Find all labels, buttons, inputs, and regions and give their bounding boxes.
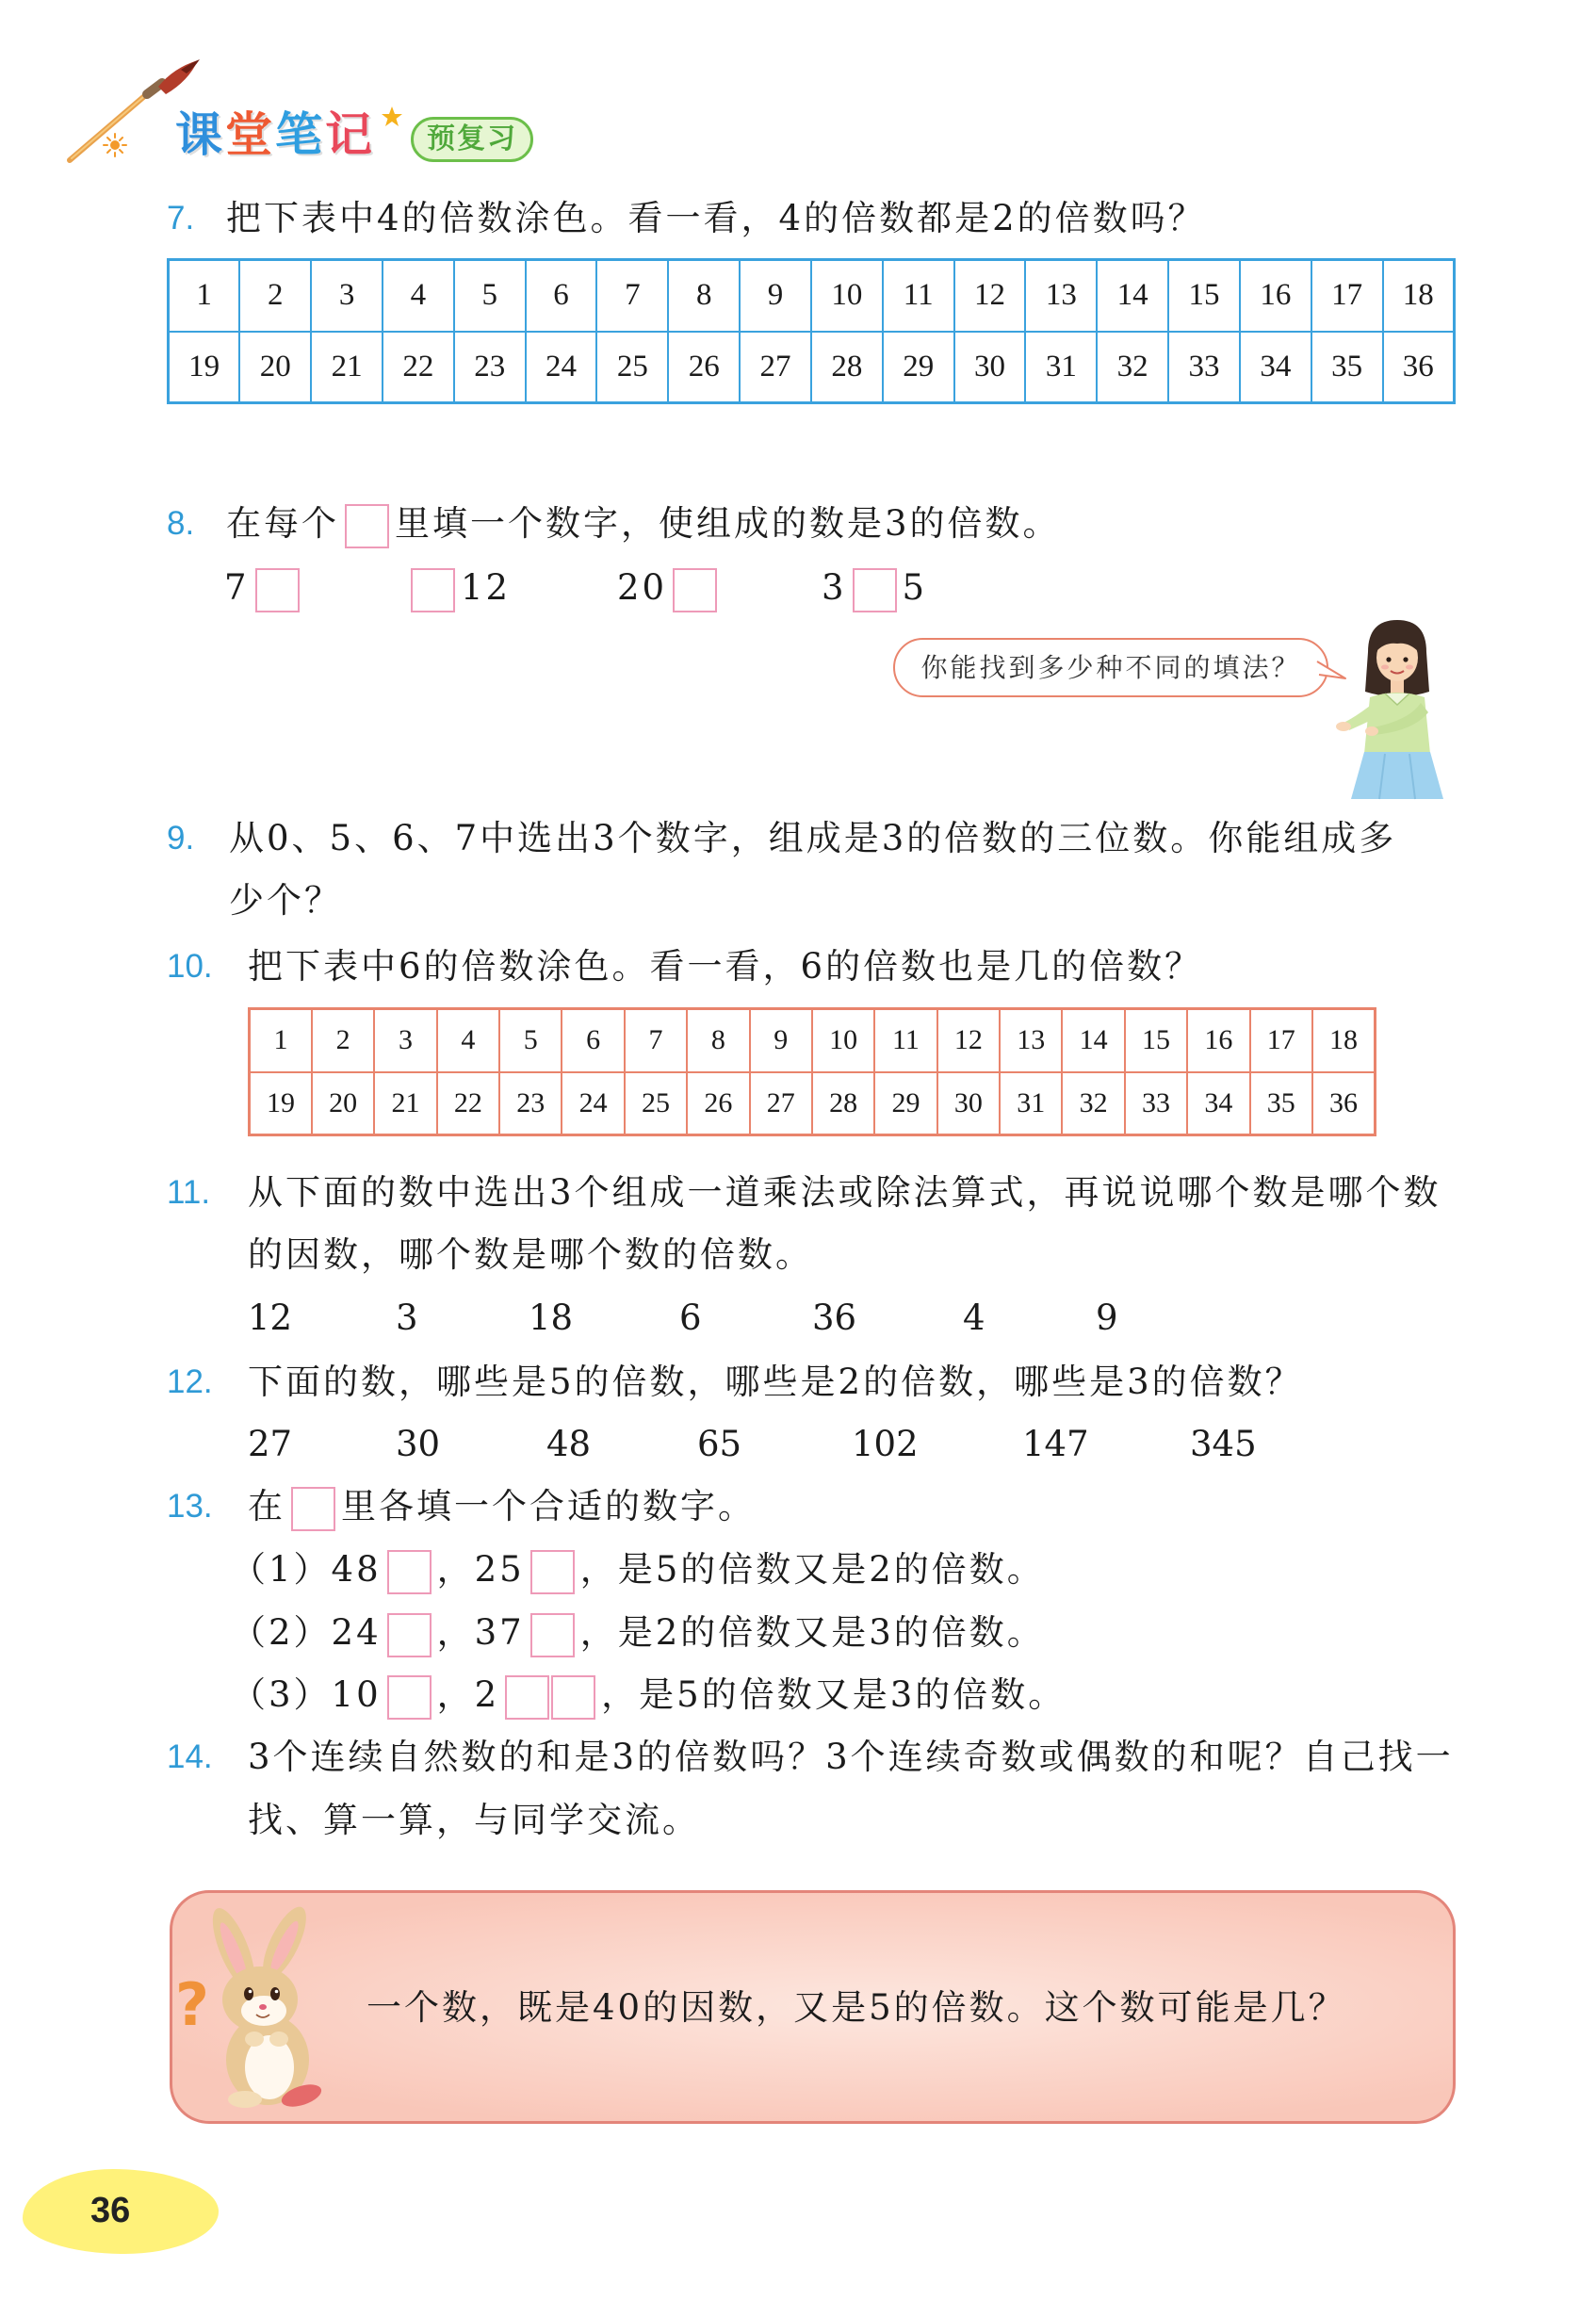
- header-title: [175, 107, 375, 162]
- answer-box: [345, 504, 389, 548]
- table-cell: 7: [625, 1009, 687, 1072]
- answer-box: [387, 1675, 432, 1720]
- question-text: 少个？: [229, 880, 342, 921]
- table-cell: 16: [1240, 260, 1311, 332]
- answer-box: [505, 1675, 549, 1720]
- question-text: 把下表中4的倍数涂色。看一看，4的倍数都是2的倍数吗？: [226, 198, 1206, 238]
- header-title-char: 记: [325, 107, 375, 162]
- table-cell: 11: [874, 1009, 936, 1072]
- table-cell: 9: [750, 1009, 812, 1072]
- blank-prefix: 20: [617, 567, 668, 608]
- number-option: 9: [1096, 1297, 1118, 1338]
- answer-box: [853, 568, 897, 612]
- table-cell: 19: [250, 1072, 312, 1135]
- tip-text: 一个数，既是40的因数，又是5的倍数。这个数可能是几？: [366, 1987, 1346, 2028]
- table-cell: 14: [1062, 1009, 1124, 1072]
- table-cell: 15: [1125, 1009, 1187, 1072]
- table-cell: 29: [883, 332, 954, 403]
- answer-box: [387, 1550, 432, 1594]
- text-after-box: 里各填一个合适的数字。: [341, 1486, 756, 1526]
- table-cell: 6: [562, 1009, 624, 1072]
- table-row: [169, 332, 1455, 403]
- speech-bubble: 你能找到多少种不同的填法？: [893, 638, 1328, 697]
- number-table-q7: [167, 258, 1456, 404]
- table-cell: 25: [596, 332, 668, 403]
- answer-box: [411, 568, 455, 612]
- table-row: [250, 1009, 1376, 1072]
- number-option: 12: [248, 1297, 293, 1338]
- table-cell: 8: [668, 260, 740, 332]
- text-after-box: 里填一个数字，使组成的数是3的倍数。: [395, 503, 1061, 544]
- table-cell: 2: [239, 260, 311, 332]
- table-cell: 10: [811, 260, 883, 332]
- number-option: 147: [1022, 1424, 1089, 1464]
- table-cell: 31: [1000, 1072, 1062, 1135]
- table-cell: 16: [1187, 1009, 1249, 1072]
- table-cell: 13: [1000, 1009, 1062, 1072]
- table-cell: 34: [1240, 332, 1311, 403]
- table-cell: 15: [1168, 260, 1240, 332]
- table-cell: 20: [239, 332, 311, 403]
- question-number: 7.: [167, 200, 195, 237]
- table-cell: 17: [1311, 260, 1383, 332]
- question-number: 8.: [167, 505, 195, 542]
- table-cell: 8: [687, 1009, 749, 1072]
- question-text: 把下表中6的倍数涂色。看一看，6的倍数也是几的倍数？: [248, 946, 1203, 987]
- table-cell: 6: [526, 260, 597, 332]
- question-text: 下面的数，哪些是5的倍数，哪些是2的倍数，哪些是3的倍数？: [248, 1362, 1303, 1402]
- number-option: 65: [697, 1424, 742, 1464]
- number-option: 27: [248, 1424, 293, 1464]
- question-text: 从下面的数中选出3个组成一道乘法或除法算式，再说说哪个数是哪个数: [248, 1172, 1441, 1213]
- table-cell: 22: [437, 1072, 499, 1135]
- part-middle: ，2: [436, 1674, 500, 1715]
- question-text: 从0、5、6、7中选出3个数字，组成是3的倍数的三位数。你能组成多: [229, 818, 1397, 858]
- table-cell: 4: [383, 260, 454, 332]
- part-condition: ，是2的倍数又是3的倍数。: [579, 1612, 1045, 1653]
- header-title-char: 笔: [275, 107, 325, 162]
- table-cell: 17: [1250, 1009, 1312, 1072]
- number-option: 6: [679, 1297, 702, 1338]
- part-condition: ，是5的倍数又是3的倍数。: [601, 1674, 1067, 1715]
- blank-prefix: 3: [822, 567, 847, 608]
- answer-box: [551, 1675, 595, 1720]
- part-label: （3）10: [231, 1674, 382, 1715]
- question-mark-icon: ?: [175, 1970, 209, 2039]
- table-row: [250, 1072, 1376, 1135]
- table-cell: 30: [954, 332, 1026, 403]
- number-option: 18: [529, 1297, 574, 1338]
- table-cell: 36: [1383, 332, 1455, 403]
- part-label: （1）48: [231, 1549, 382, 1590]
- text-before-box: 在: [248, 1486, 285, 1526]
- question-text: 找、算一算，与同学交流。: [248, 1800, 700, 1840]
- answer-box: [673, 568, 717, 612]
- table-cell: 3: [311, 260, 383, 332]
- table-cell: 2: [312, 1009, 374, 1072]
- table-cell: 1: [169, 260, 240, 332]
- blank-suffix: 12: [461, 567, 512, 608]
- table-cell: 5: [454, 260, 526, 332]
- table-cell: 32: [1097, 332, 1168, 403]
- star-icon: [381, 106, 403, 128]
- table-cell: 18: [1383, 260, 1455, 332]
- question-text: [248, 1484, 756, 1531]
- sun-icon: [104, 134, 126, 156]
- blank-group: [224, 565, 305, 612]
- question-number: 12.: [167, 1363, 213, 1400]
- table-cell: 14: [1097, 260, 1168, 332]
- table-cell: 35: [1311, 332, 1383, 403]
- part-label: （2）24: [231, 1612, 382, 1653]
- q13-part-1: [231, 1547, 1045, 1594]
- blank-prefix: 7: [224, 567, 250, 608]
- table-cell: 21: [374, 1072, 436, 1135]
- table-cell: 20: [312, 1072, 374, 1135]
- number-table-q10: [248, 1007, 1376, 1136]
- table-cell: 27: [740, 332, 811, 403]
- number-option: 48: [546, 1424, 592, 1464]
- question-number: 9.: [167, 820, 195, 857]
- table-cell: 34: [1187, 1072, 1249, 1135]
- table-cell: 25: [625, 1072, 687, 1135]
- number-option: 30: [396, 1424, 441, 1464]
- question-text: [226, 501, 1061, 548]
- table-cell: 31: [1025, 332, 1097, 403]
- table-cell: 9: [740, 260, 811, 332]
- header-title-char: 堂: [225, 107, 275, 162]
- blank-group: [822, 565, 927, 612]
- table-cell: 33: [1168, 332, 1240, 403]
- header-badge: 预复习: [411, 117, 533, 162]
- number-option: 4: [963, 1297, 985, 1338]
- answer-box: [530, 1550, 575, 1594]
- q13-part-2: [231, 1610, 1045, 1657]
- table-cell: 18: [1312, 1009, 1376, 1072]
- q13-part-3: [231, 1673, 1066, 1720]
- question-number: 11.: [167, 1174, 211, 1211]
- table-cell: 26: [687, 1072, 749, 1135]
- part-condition: ，是5的倍数又是2的倍数。: [579, 1549, 1045, 1590]
- table-cell: 1: [250, 1009, 312, 1072]
- table-cell: 7: [596, 260, 668, 332]
- table-cell: 4: [437, 1009, 499, 1072]
- question-text: 的因数，哪个数是哪个数的倍数。: [248, 1234, 813, 1275]
- table-cell: 36: [1312, 1072, 1376, 1135]
- table-cell: 29: [874, 1072, 936, 1135]
- text-before-box: 在每个: [226, 503, 339, 544]
- table-cell: 10: [812, 1009, 874, 1072]
- table-cell: 32: [1062, 1072, 1124, 1135]
- blank-group: [405, 565, 511, 612]
- table-row: [169, 260, 1455, 332]
- table-cell: 27: [750, 1072, 812, 1135]
- question-number: 13.: [167, 1488, 213, 1525]
- answer-box: [255, 568, 300, 612]
- table-cell: 26: [668, 332, 740, 403]
- table-cell: 28: [811, 332, 883, 403]
- question-number: 14.: [167, 1738, 213, 1775]
- table-cell: 23: [454, 332, 526, 403]
- table-cell: 5: [499, 1009, 562, 1072]
- blank-suffix: 5: [902, 567, 928, 608]
- question-text: 3个连续自然数的和是3的倍数吗？3个连续奇数或偶数的和呢？自己找一: [248, 1737, 1454, 1777]
- part-middle: ，25: [436, 1549, 525, 1590]
- table-cell: 28: [812, 1072, 874, 1135]
- answer-box: [387, 1613, 432, 1657]
- table-cell: 11: [883, 260, 954, 332]
- number-option: 36: [812, 1297, 857, 1338]
- table-cell: 12: [937, 1009, 1000, 1072]
- page-number: 36: [90, 2191, 131, 2230]
- table-cell: 23: [499, 1072, 562, 1135]
- answer-box: [530, 1613, 575, 1657]
- part-middle: ，37: [436, 1612, 525, 1653]
- number-option: 102: [852, 1424, 919, 1464]
- table-cell: 33: [1125, 1072, 1187, 1135]
- table-cell: 35: [1250, 1072, 1312, 1135]
- blank-group: [617, 565, 723, 612]
- girl-illustration: [1336, 612, 1458, 801]
- table-cell: 24: [526, 332, 597, 403]
- table-cell: 3: [374, 1009, 436, 1072]
- table-cell: 30: [937, 1072, 1000, 1135]
- number-option: 3: [396, 1297, 418, 1338]
- number-option: 345: [1190, 1424, 1257, 1464]
- table-cell: 22: [383, 332, 454, 403]
- answer-box: [291, 1487, 335, 1531]
- table-cell: 21: [311, 332, 383, 403]
- table-cell: 12: [954, 260, 1026, 332]
- table-cell: 24: [562, 1072, 624, 1135]
- question-number: 10.: [167, 948, 213, 985]
- table-cell: 19: [169, 332, 240, 403]
- header-title-char: 课: [175, 107, 225, 162]
- table-cell: 13: [1025, 260, 1097, 332]
